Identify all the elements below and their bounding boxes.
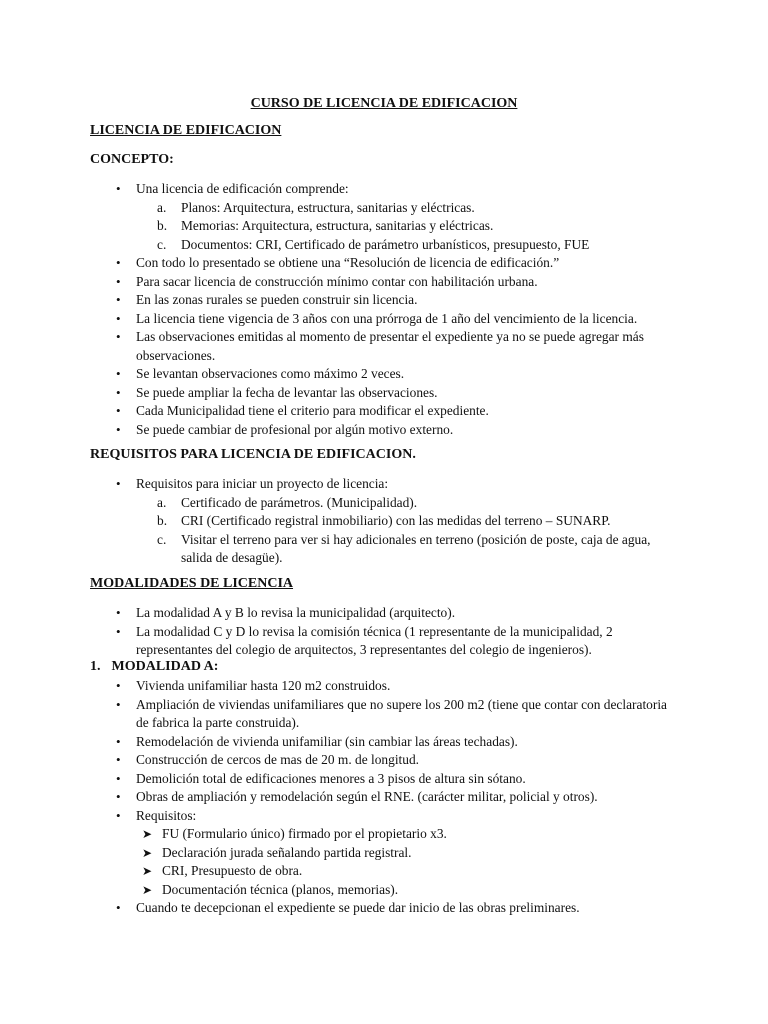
heading-number: 1.: [90, 659, 101, 674]
list-item-text: Requisitos:: [136, 807, 197, 823]
sublist-letter: c.: [157, 236, 167, 252]
list-item: • La modalidad A y B lo revisa la municipalidad (arquitecto).: [0, 604, 768, 623]
sublist-item: [136, 512, 668, 531]
arrow-item: [136, 844, 668, 863]
concepto-sublist: [136, 199, 668, 255]
sublist-letter: c.: [157, 531, 167, 547]
modalidades-list: [0, 604, 768, 660]
sublist-item: [136, 217, 668, 236]
arrow-item-text: Documentación técnica (planos, memorias).: [162, 881, 399, 897]
sublist-text: Memorias: Arquitectura, estructura, sanitarias y eléctricas.: [181, 218, 494, 233]
modalidad-a-list: [0, 677, 768, 918]
list-item: • Construcción de cercos de mas de 20 m. de longitud.: [0, 751, 768, 770]
list-item: • Obras de ampliación y remodelación según el RNE. (carácter militar, policial y otros).: [0, 788, 768, 807]
arrow-bullet-icon: ➤: [142, 864, 153, 878]
list-item-text: Una licencia de edificación comprende:: [136, 181, 349, 196]
sublist-text: Visitar el terreno para ver si hay adicionales en terreno (posición de poste, caja de agua, salida de desagüe).: [181, 531, 651, 565]
list-item: • Se puede ampliar la fecha de levantar las observaciones.: [0, 384, 768, 403]
list-item: • Ampliación de viviendas unifamiliares que no supere los 200 m2 (tiene que contar con declaratoria de fabrica la parte construida).: [0, 696, 768, 733]
sublist-text: Documentos: CRI, Certificado de parámetro urbanísticos, presupuesto, FUE: [181, 236, 590, 252]
arrow-item-text: CRI, Presupuesto de obra.: [162, 863, 303, 878]
list-item: • Se levantan observaciones como máximo 2 veces.: [0, 365, 768, 384]
arrow-item-text: Declaración jurada señalando partida registral.: [162, 844, 412, 860]
arrow-item-text: FU (Formulario único) firmado por el propietario x3.: [162, 826, 447, 841]
list-item: • La licencia tiene vigencia de 3 años con una prórroga de 1 año del vencimiento de la licencia.: [0, 310, 768, 329]
sublist-item: [136, 494, 668, 513]
arrow-item: [136, 862, 668, 881]
list-item: • Para sacar licencia de construcción mínimo contar con habilitación urbana.: [0, 273, 768, 292]
list-item: • Remodelación de vivienda unifamiliar (sin cambiar las áreas techadas).: [0, 733, 768, 752]
sublist-letter: b.: [157, 218, 168, 233]
sublist-letter: a.: [157, 199, 167, 215]
numbered-heading-modalidad-a: [90, 658, 218, 677]
arrow-bullet-icon: ➤: [142, 845, 153, 860]
document-title: CURSO DE LICENCIA DE EDIFICACION: [250, 96, 518, 111]
sublist-text: CRI (Certificado registral inmobiliario) con las medidas del terreno – SUNARP.: [181, 513, 611, 528]
list-item: • Se puede cambiar de profesional por algún motivo externo.: [0, 421, 768, 440]
sublist-text: Certificado de parámetros. (Municipalidad).: [181, 494, 418, 510]
section-heading-concepto: CONCEPTO:: [90, 152, 174, 167]
sublist-text: Planos: Arquitectura, estructura, sanitarias y eléctricas.: [181, 199, 475, 215]
list-item: • Cada Municipalidad tiene el criterio para modificar el expediente.: [0, 402, 768, 421]
list-item: • Vivienda unifamiliar hasta 120 m2 construidos.: [0, 677, 768, 696]
section-heading-requisitos: REQUISITOS PARA LICENCIA DE EDIFICACION.: [90, 447, 416, 462]
heading-text: MODALIDAD A:: [111, 659, 219, 674]
arrow-item: [136, 881, 668, 900]
list-item: • En las zonas rurales se pueden construir sin licencia.: [0, 291, 768, 310]
requisitos-list: [0, 475, 768, 568]
sublist-letter: a.: [157, 494, 167, 510]
list-item-text: Requisitos para iniciar un proyecto de licencia:: [136, 476, 389, 491]
list-item: • Con todo lo presentado se obtiene una “Resolución de licencia de edificación.”: [0, 254, 768, 273]
sublist-letter: b.: [157, 513, 168, 528]
requisitos-sublist: [136, 494, 668, 568]
list-item: [0, 180, 768, 254]
list-item: • Las observaciones emitidas al momento de presentar el expediente ya no se puede agregar más observaciones.: [0, 328, 768, 365]
arrow-item: [136, 825, 668, 844]
sublist-item: [136, 199, 668, 218]
sublist-item: [136, 236, 668, 255]
concepto-list: [0, 180, 768, 439]
requisitos-arrow-list: [136, 825, 668, 899]
list-item: [0, 807, 768, 900]
sublist-item: [136, 531, 668, 568]
section-heading-modalidades: MODALIDADES DE LICENCIA: [90, 576, 294, 591]
list-item: • Cuando te decepcionan el expediente se puede dar inicio de las obras preliminares.: [0, 899, 768, 918]
arrow-bullet-icon: ➤: [142, 827, 153, 841]
list-item: [0, 475, 768, 568]
list-item: • La modalidad C y D lo revisa la comisión técnica (1 representante de la municipalidad, 2 representantes del colegio de arquitectos, 3 representantes del colegio de ingenieros).: [0, 623, 768, 660]
section-heading-licencia: LICENCIA DE EDIFICACION: [90, 123, 282, 138]
list-item: • Demolición total de edificaciones menores a 3 pisos de altura sin sótano.: [0, 770, 768, 789]
arrow-bullet-icon: ➤: [142, 882, 153, 897]
